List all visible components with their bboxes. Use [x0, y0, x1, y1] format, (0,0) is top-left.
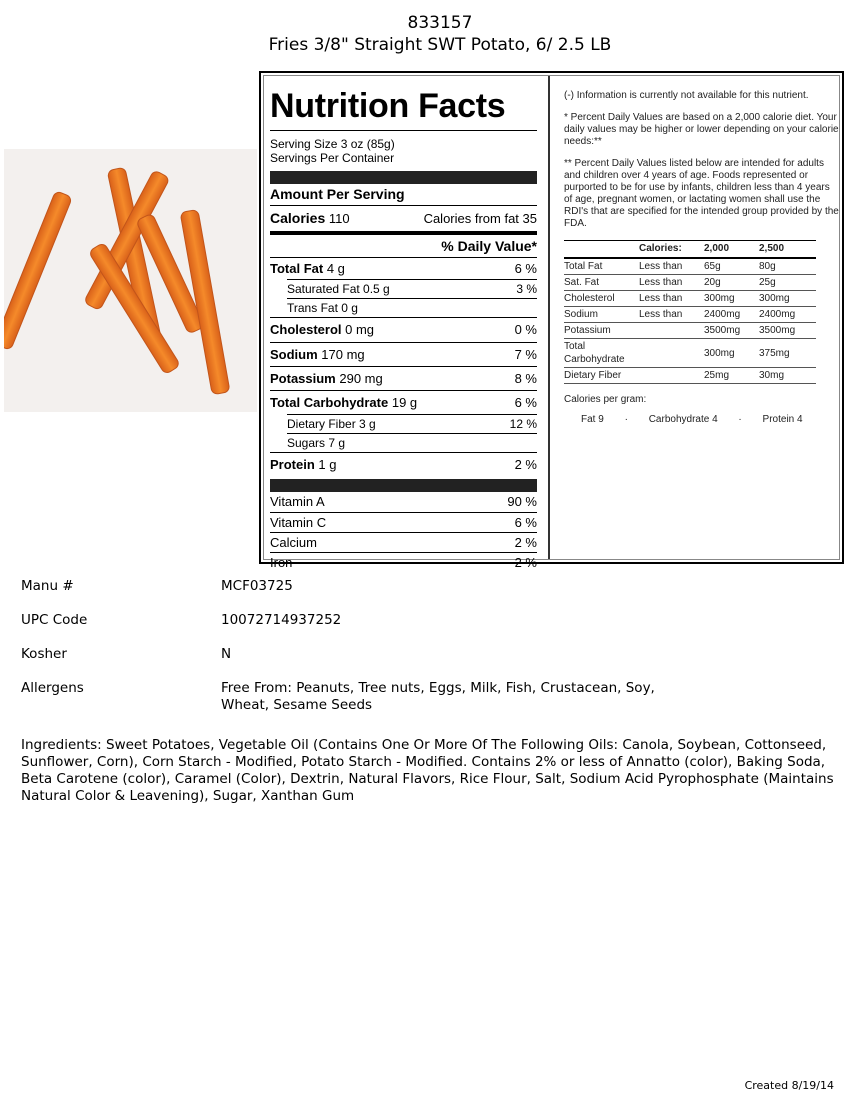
calories-label: Calories	[270, 210, 326, 226]
nutrient-row-protein	[270, 452, 537, 477]
cpg-carbohydrate: Carbohydrate 4	[648, 414, 718, 425]
info-value: MCF03725	[221, 578, 293, 594]
vitamin-row-iron	[270, 552, 537, 572]
daily-values-notes	[564, 90, 839, 426]
cpg-fat: Fat 9	[581, 414, 604, 425]
nutrition-facts-box	[259, 71, 844, 570]
nutrient-row-sugars	[287, 433, 537, 452]
nutrient-label: Protein	[270, 457, 315, 472]
table-row	[564, 307, 816, 323]
table-cell: 2400mg	[704, 307, 759, 323]
nutrient-pct: 2 %	[514, 457, 537, 472]
table-cell	[639, 323, 704, 339]
nutrient-label: Total Fat	[270, 261, 324, 276]
table-cell: 2400mg	[759, 307, 816, 323]
table-cell: 20g	[704, 275, 759, 291]
amount-per-serving: Amount Per Serving	[270, 186, 405, 202]
note-pdv-intended: ** Percent Daily Values listed below are intended for adults and children over 4 years of age. Foods represented or purported to be for use by infants, children less than 4 years of age, pregnant women, or lactating women shall use the RDI's that are specified for the intended group provided by the FDA.	[564, 158, 839, 229]
table-cell: Potassium	[564, 323, 639, 339]
table-cell: Sodium	[564, 307, 639, 323]
table-cell: Less than	[639, 275, 704, 291]
nutrient-pct: 0 %	[514, 322, 537, 337]
nutrient-label: Sugars 7 g	[287, 436, 346, 450]
nutrient-label: Trans Fat 0 g	[287, 301, 358, 315]
nutrient-value: 19 g	[391, 395, 418, 410]
table-row	[564, 323, 816, 339]
daily-values-table	[564, 240, 816, 384]
table-header-row	[564, 241, 816, 259]
info-value: Free From: Peanuts, Tree nuts, Eggs, Milk, Fish, Crustacean, Soy, Wheat, Sesame Seeds	[221, 680, 655, 713]
nutrient-row-saturated-fat	[287, 279, 537, 298]
table-row	[564, 368, 816, 384]
vitamin-label: Vitamin A	[270, 494, 325, 509]
table-header: Calories:	[639, 241, 704, 259]
nutrient-row-total-carbohydrate	[270, 390, 537, 414]
nutrient-row-dietary-fiber	[287, 414, 537, 433]
note-unavailable: (-) Information is currently not available for this nutrient.	[564, 90, 809, 101]
vitamin-label: Iron	[270, 555, 293, 570]
table-cell: 80g	[759, 258, 816, 275]
nutrition-facts-inner	[263, 75, 840, 570]
table-cell: 375mg	[759, 339, 816, 368]
info-value: N	[221, 646, 232, 662]
table-cell: 30mg	[759, 368, 816, 384]
vitamin-pct: 2 %	[514, 555, 537, 570]
table-cell: Less than	[639, 291, 704, 307]
nutrient-row-total-fat	[270, 257, 537, 279]
table-row	[564, 275, 816, 291]
vitamin-pct: 90 %	[507, 494, 537, 509]
nutrient-value: 4 g	[326, 261, 345, 276]
table-cell: Less than	[639, 307, 704, 323]
nutrient-pct: 6 %	[514, 395, 537, 410]
info-label: Allergens	[21, 680, 84, 696]
thick-divider	[270, 171, 537, 184]
nutrient-label: Cholesterol	[270, 322, 342, 337]
calories-from-fat: Calories from fat 35	[423, 211, 537, 226]
vitamin-row-calcium	[270, 532, 537, 552]
vitamin-pct: 6 %	[514, 515, 537, 530]
nutrient-pct: 12 %	[509, 417, 537, 431]
page-header	[0, 12, 850, 56]
table-cell: 3500mg	[759, 323, 816, 339]
table-cell: 300mg	[704, 291, 759, 307]
nutrient-row-trans-fat	[287, 298, 537, 317]
table-cell: 3500mg	[704, 323, 759, 339]
thick-divider	[270, 479, 537, 492]
nutrient-label: Saturated Fat 0.5 g	[287, 282, 390, 296]
table-cell: 300mg	[704, 339, 759, 368]
note-pdv: * Percent Daily Values are based on a 2,000 calorie diet. Your daily values may be higher or lower depending on your calorie needs:**	[564, 112, 839, 147]
vitamin-row-c	[270, 512, 537, 532]
nutrient-label: Dietary Fiber 3 g	[287, 417, 376, 431]
calories-per-gram-values	[581, 414, 839, 426]
nutrient-label: Sodium	[270, 347, 318, 362]
table-cell: Total Fat	[564, 258, 639, 275]
nutrient-label: Potassium	[270, 371, 336, 386]
table-row	[564, 291, 816, 307]
table-cell	[639, 368, 704, 384]
table-row	[564, 339, 816, 368]
calories-row	[270, 205, 537, 231]
nutrient-pct: 3 %	[516, 282, 537, 296]
nutrient-pct: 7 %	[514, 347, 537, 362]
table-cell: 65g	[704, 258, 759, 275]
calories-per-gram-label: Calories per gram:	[564, 394, 647, 405]
nutrient-value: 0 mg	[345, 322, 375, 337]
nutrient-row-sodium	[270, 342, 537, 366]
nutrient-value: 1 g	[318, 457, 337, 472]
nutrient-row-cholesterol	[270, 317, 537, 342]
table-header: 2,500	[759, 241, 816, 259]
table-cell: Less than	[639, 258, 704, 275]
table-cell: Dietary Fiber	[564, 368, 639, 384]
table-cell: Total Carbohydrate	[564, 339, 639, 368]
nutrition-title: Nutrition Facts	[270, 84, 537, 131]
info-value: 10072714937252	[221, 612, 342, 628]
nutrient-pct: 6 %	[514, 261, 537, 276]
vitamin-label: Calcium	[270, 535, 317, 550]
nutrient-row-potassium	[270, 366, 537, 390]
cpg-protein: Protein 4	[762, 414, 803, 425]
separator-dot: ·	[738, 414, 742, 425]
vitamin-label: Vitamin C	[270, 515, 327, 530]
info-label: Manu #	[21, 578, 74, 594]
created-date: Created 8/19/14	[744, 1079, 834, 1092]
item-description: Fries 3/8" Straight SWT Potato, 6/ 2.5 LB	[268, 35, 612, 55]
table-cell: 300mg	[759, 291, 816, 307]
info-label: Kosher	[21, 646, 67, 662]
servings-per-container: Servings Per Container	[270, 151, 395, 165]
table-header: 2,000	[704, 241, 759, 259]
nutrient-value: 170 mg	[321, 347, 365, 362]
ingredients: Ingredients: Sweet Potatoes, Vegetable Oil (Contains One Or More Of The Following Oils: Canola, Soybean, Cottonseed, Sunflower, Corn), Corn Starch - Modified, Potato Starch - Modified. Contains 2% or less of Annatto (color), Baking Soda, Beta Carotene (color), Caramel (Color), Dextrin, Natural Flavors, Rice Flour, Salt, Sodium Acid Pyrophosphate (Maintains Natural Color & Leavening), Sugar, Xanthan Gum	[21, 737, 834, 804]
calories-per-gram	[564, 394, 839, 426]
panel-divider	[548, 76, 550, 559]
sweet-potato-fries-image	[4, 149, 257, 412]
table-row	[564, 258, 816, 275]
vitamin-pct: 2 %	[514, 535, 537, 550]
nutrition-label	[270, 78, 537, 572]
table-cell	[639, 339, 704, 368]
table-cell: Sat. Fat	[564, 275, 639, 291]
product-photo	[4, 149, 257, 412]
vitamin-row-a	[270, 492, 537, 512]
calories-value: 110	[328, 211, 350, 226]
item-number: 833157	[407, 13, 473, 33]
table-cell: 25g	[759, 275, 816, 291]
serving-size: Serving Size 3 oz (85g)	[270, 137, 395, 151]
nutrient-pct: 8 %	[514, 371, 537, 386]
nutrient-value: 290 mg	[339, 371, 383, 386]
info-label: UPC Code	[21, 612, 88, 628]
daily-value-header: % Daily Value*	[270, 231, 537, 257]
table-cell: 25mg	[704, 368, 759, 384]
table-cell: Cholesterol	[564, 291, 639, 307]
table-header	[564, 241, 639, 259]
separator-dot: ·	[624, 414, 628, 425]
nutrient-label: Total Carbohydrate	[270, 395, 389, 410]
